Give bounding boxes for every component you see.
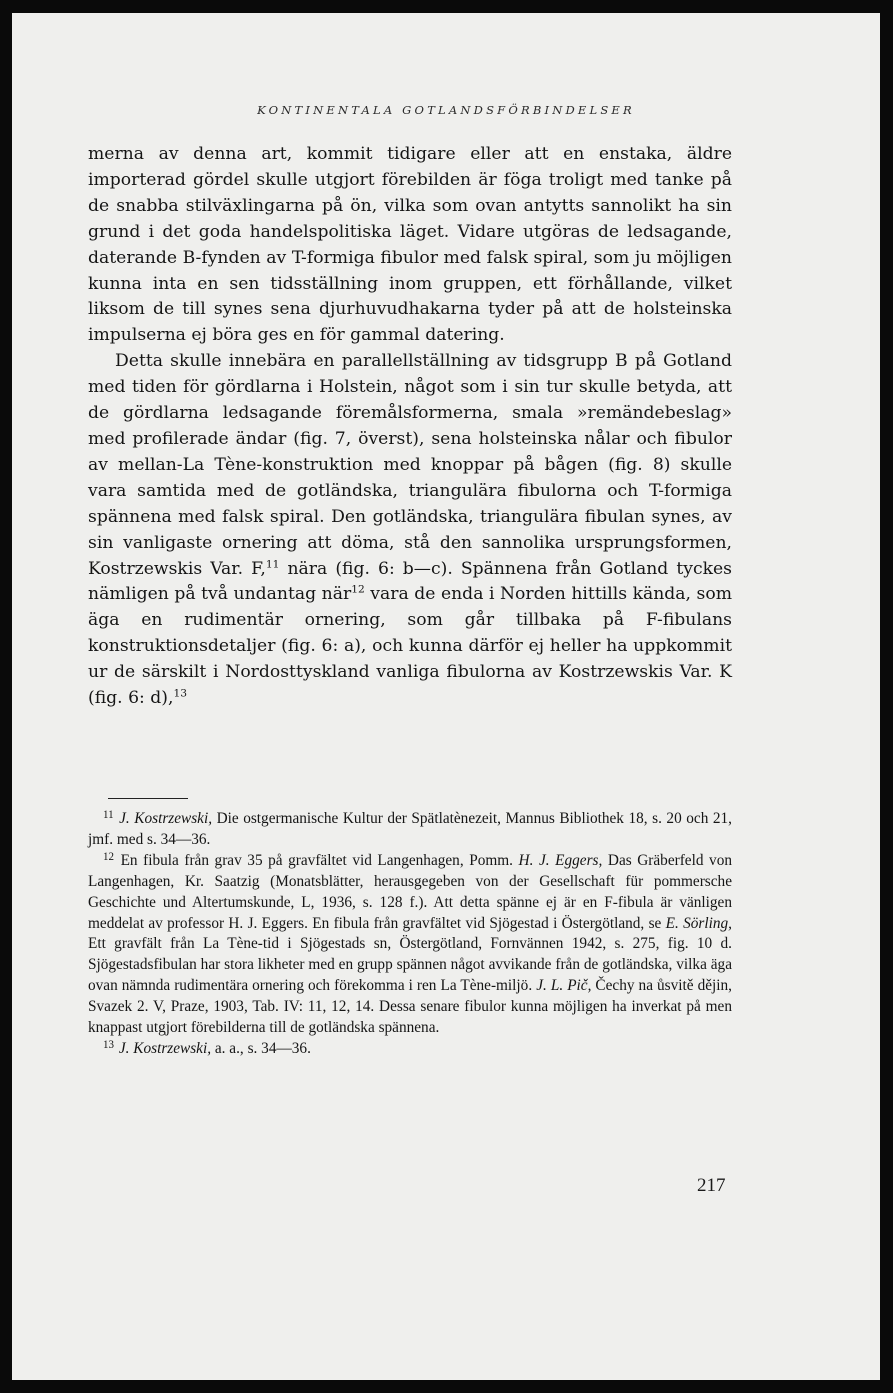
footnote-12 [88, 851, 732, 1039]
footnote-13 [88, 1039, 732, 1060]
footnote-text: Die ostgermanische Kultur der Spätlatènezeit, Mannus Bibliothek 18, s. 20 och 21, jmf. med s. 34—36. [88, 810, 732, 848]
main-text [88, 142, 732, 712]
footnote-number: 13 [103, 1039, 114, 1052]
paragraph-text: nära (fig. 6: b—c). Spännena från Gotland tyckes nämligen på två undantag när [88, 558, 732, 605]
footnote-ref-12[interactable]: 12 [351, 583, 365, 597]
page-number: 217 [697, 1175, 726, 1196]
paragraph-text: vara de enda i Norden hittills kända, som äga en rudimentär ornering, som går tillbaka på F-fibulans konstruktionsdetaljer (fig. 6: a), och kunna därför ej heller ha uppkommit ur de särskilt i Nordosttyskland vanliga fibulorna av Kostrzewskis Var. K (fig. 6: d), [88, 584, 732, 709]
footnote-author: J. Kostrzewski, [118, 1039, 212, 1057]
paragraph [88, 349, 732, 712]
footnote-text: En fibula från grav 35 på gravfältet vid Langenhagen, Pomm. [120, 851, 519, 869]
footnote-divider [108, 798, 188, 799]
paragraph: merna av denna art, kommit tidigare eller att en enstaka, äldre importerad gördel skulle utgjort förebilden är föga troligt med tanke på de snabba stilväxlingarna på ön, vilka som ovan antytts sannolikt ha sin grund i det goda handelspolitiska läget. Vidare utgöras de ledsagande, daterande B-fynden av T-formiga fibulor med falsk spiral, som ju möjligen kunna inta en sen tidsställning inom gruppen, ett förhållande, vilket liksom de till synes sena djurhuvudhakarna tyder på att de holsteinska impulserna ej böra ges en för gammal datering. [88, 144, 732, 346]
footnote-ref-11[interactable]: 11 [265, 557, 280, 571]
footnote-author: J. Kostrzewski, [119, 810, 213, 827]
footnote-author: E. Sörling, [665, 914, 732, 932]
footnote-text: a. a., s. 34—36. [211, 1039, 311, 1057]
footnote-text: Das Gräberfeld von Langenhagen, Kr. Saatzig (Monatsblätter, herausgegeben von der Gesellschaft für pommersche Geschichte und Altertumskunde, L, 1936, s. 128 f.). Att detta spänne ej är en F-fibula är vänligen meddelat av professor H. J. Eggers. En fibula från gravfältet vid Sjögestad i Östergötland, se [88, 851, 732, 932]
footnote-text: Čechy na ůsvitě dějin, Svazek 2. V, Praze, 1903, Tab. IV: 11, 12, 14. Dessa senare fibulor kunna möjligen ha inverkat på men knappast utgjort förebilderna till de gotländska spännena. [88, 977, 732, 1037]
footnote-text: Ett gravfält från La Tène-tid i Sjögestads sn, Östergötland, Fornvännen 1942, s. 275, fig. 10 d. Sjögestadsfibulan har stora likheter med en grupp spännen något avvikande från de gotländska, vilka äga ovan nämnda rudimentära ornering och förekomma i ren La Tène-miljö. [88, 935, 732, 995]
running-head: KONTINENTALA GOTLANDSFÖRBINDELSER [257, 103, 635, 117]
footnote-number: 11 [103, 809, 114, 822]
footnotes [88, 809, 732, 1060]
footnote-11 [88, 809, 732, 851]
footnote-author: H. J. Eggers, [518, 851, 603, 869]
footnote-author: J. L. Pič, [536, 977, 592, 995]
paragraph-text: Detta skulle innebära en parallellställning av tidsgrupp B på Gotland med tiden för gördlarna i Holstein, något som i sin tur skulle betyda, att de gördlarna ledsagande föremålsformerna, smala »remändebeslag» med profilerade ändar (fig. 7, överst), sena holsteinska nålar och fibulor av mellan-La Tène-konstruktion med knoppar på bågen (fig. 8) skulle vara samtida med de gotländska, triangulära fibulorna och T-formiga spännena med falsk spiral. Den gotländska, triangulära fibulan synes, av sin vanligaste ornering att döma, stå den sannolika ursprungsformen, Kostrzewskis Var. F, [88, 351, 732, 579]
book-page [12, 13, 880, 1380]
footnote-number: 12 [103, 851, 114, 864]
footnote-ref-13[interactable]: 13 [173, 686, 188, 700]
